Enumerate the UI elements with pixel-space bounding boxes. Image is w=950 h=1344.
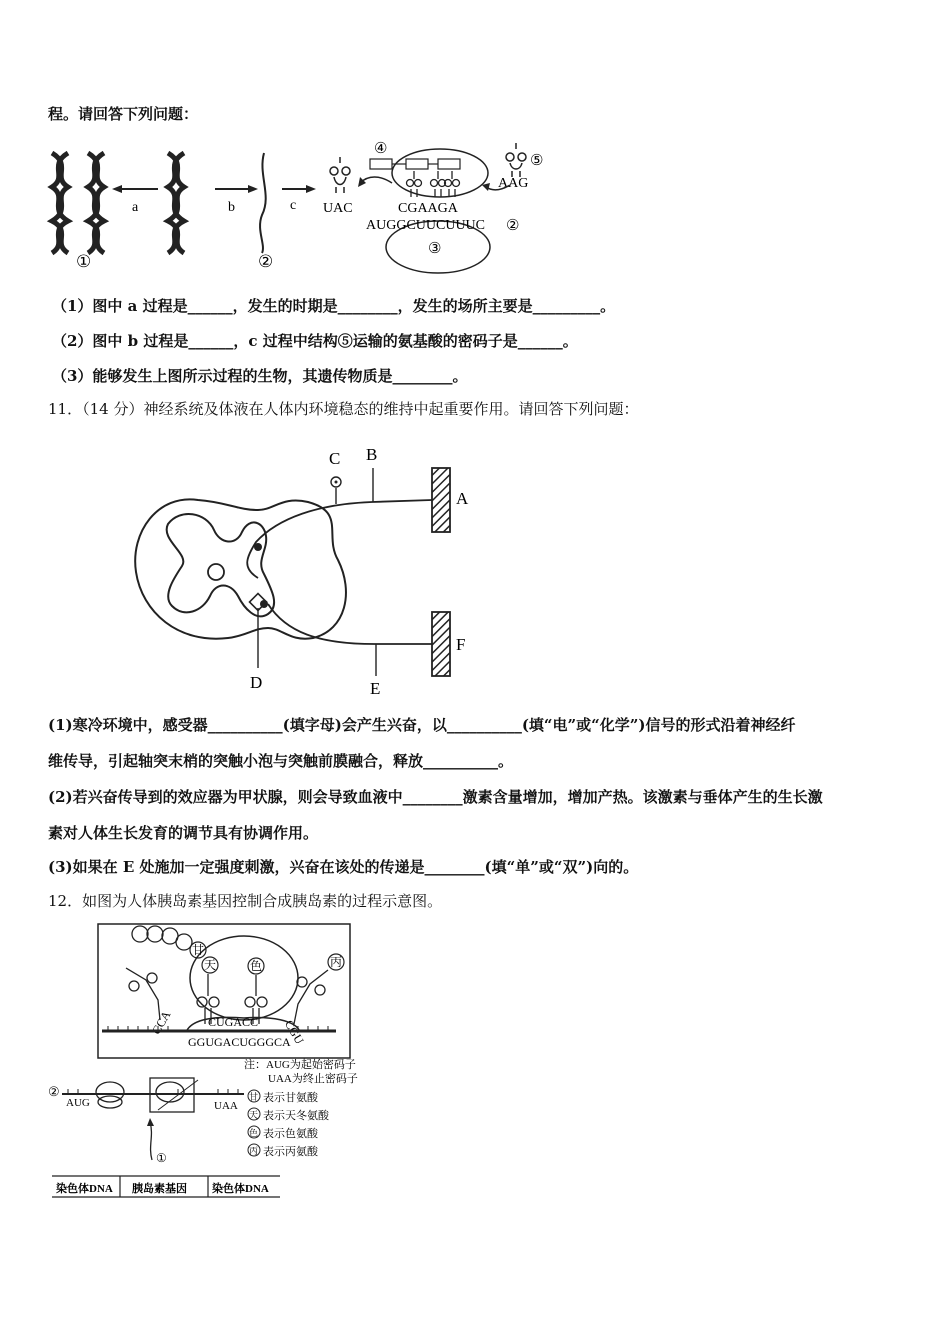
svg-text:丙: 丙 [249,1146,259,1156]
label-circled-4: ④ [374,141,388,157]
q11-stem: 11．（14 分）神经系统及体液在人体内环境稳态的维持中起重要作用。请回答下列问题： [48,400,639,418]
interneuron-dot [254,543,262,551]
label-circled-1-q12: ① [156,1151,167,1165]
q11-part1b: 维传导，引起轴突末梢的突触小泡与突触前膜融合，释放__________。 [48,752,514,770]
label-F: F [456,635,466,654]
anticodon-cca: CCA [148,1008,174,1037]
stop-codon: UAA [214,1100,238,1112]
peptide-box-3 [438,159,460,169]
note-trp: 表示色氨酸 [263,1128,318,1140]
trna-right [506,143,526,177]
label-circled-2: ② [258,252,274,271]
q11-part2a: (2)若兴奋传导到的效应器为甲状腺，则会导致血液中________激素含量增加，增加产热。该激素与垂体产生的生长激 [48,788,823,806]
mrna-strand [260,153,266,253]
efferent-fiber [268,604,432,644]
note-gly: 表示甘氨酸 [263,1092,318,1104]
anticodon-left: UAC [323,201,353,216]
amino-tian: 天 [204,958,217,972]
anticodon-right: AAG [498,176,529,191]
note-asp: 表示天冬氨酸 [263,1110,329,1122]
amino-gan: 甘 [192,943,205,957]
q11-part2b: 素对人体生长发育的调节具有协调作用。 [48,824,319,842]
figure-reflex-arc [118,432,478,700]
svg-text:天: 天 [249,1110,259,1120]
peptide-chain [132,926,192,950]
start-codon: AUG [66,1097,90,1109]
q10-part1: （1）图中 a 过程是______，发生的时期是________，发生的场所主要是_________。 [52,297,616,315]
q11-part1a: (1)寒冷环境中，感受器__________(填字母)会产生兴奋，以__________(填“电”或“化学”)信号的形式沿着神经纤 [48,716,796,734]
dna-bar-right: 染色体DNA [212,1183,269,1195]
label-C: C [329,449,341,468]
label-circled-1: ① [76,252,92,271]
afferent-nerve [372,500,432,502]
svg-text:色: 色 [249,1128,259,1138]
trna-left [330,157,350,193]
q10-part2: （2）图中 b 过程是______，c 过程中结构⑤运输的氨基酸的密码子是______。 [52,332,578,350]
anticodon-cgu: CGU [281,1017,307,1047]
svg-text:甘: 甘 [249,1092,259,1102]
receptor-A [432,468,450,532]
intro-text: 程。请回答下列问题： [48,105,199,123]
q11-part3: (3)如果在 E 处施加一定强度刺激，兴奋在该处的传递是________(填“单”或“双”)向的。 [48,858,639,876]
label-circled-5: ⑤ [530,153,544,169]
figure-gene-expression [40,135,560,275]
note-stop: UAA为终止密码子 [268,1073,358,1085]
note-start: 注：AUG为起始密码子 [244,1059,356,1071]
q10-part3: （3）能够发生上图所示过程的生物，其遗传物质是________。 [52,367,468,385]
spinal-cord-outline [135,499,346,638]
arrow-a-label: a [132,200,139,215]
peptide-box-2 [406,159,428,169]
amino-bing: 丙 [330,955,343,969]
central-canal [208,564,224,580]
arrow-c-label: c [290,198,297,213]
effector-F [432,612,450,676]
peptide-box-1 [370,159,392,169]
label-circled-3: ③ [428,241,442,257]
ribosome-large-subunit [392,149,488,197]
dna-bar-gene: 胰岛素基因 [132,1183,187,1195]
mrna-sequence: AUGGCUUCUUUC [366,218,486,233]
dna-helix-1 [52,153,68,253]
amino-se: 色 [250,959,263,973]
note-ala: 表示丙氨酸 [263,1146,318,1158]
mrna-sequence-q12: GGUGACUGGGCA [188,1035,291,1049]
label-B: B [366,445,378,464]
label-circled-2-q12: ② [48,1084,60,1099]
q12-stem: 12．如图为人体胰岛素基因控制合成胰岛素的过程示意图。 [48,892,443,910]
dna-helix-3 [168,153,184,253]
trna-codons: CGAAGA [398,201,458,216]
arrow-b-label: b [228,200,235,215]
label-A: A [456,489,469,508]
label-D: D [250,673,263,692]
trna-pair: CUGACC [208,1015,259,1029]
label-circled-2b: ② [506,218,520,234]
ribosome-lower-2 [156,1082,184,1102]
label-E: E [370,679,381,698]
dna-bar-left: 染色体DNA [56,1183,113,1195]
figure-insulin-translation [48,920,388,1205]
transcription-arrow [150,1122,152,1160]
dna-helix-2 [88,153,104,253]
